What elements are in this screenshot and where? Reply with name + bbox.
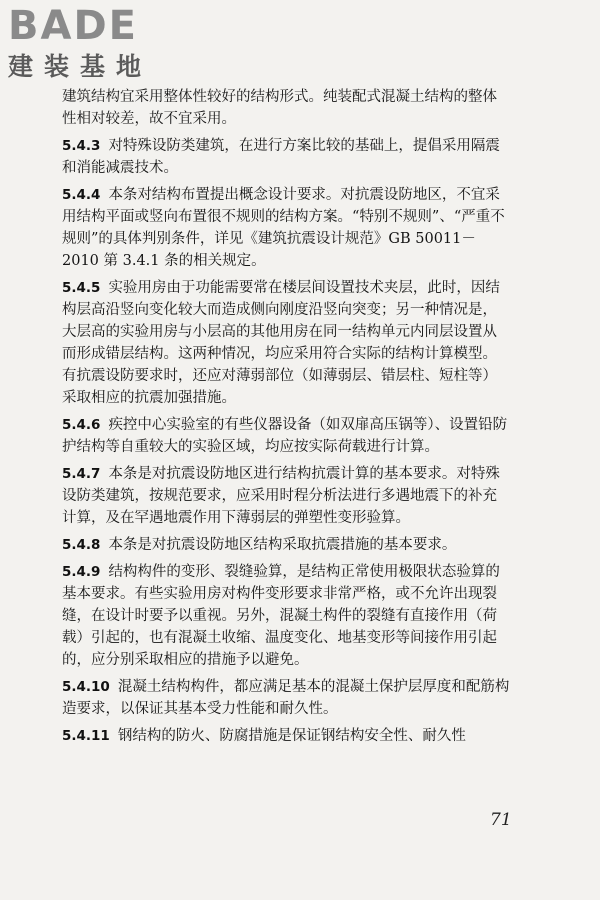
section-5-4-8: [62, 534, 510, 556]
section-number: 5.4.5: [62, 280, 101, 296]
section-5-4-6: [62, 414, 510, 458]
section-text: 对特殊设防类建筑，在进行方案比较的基础上，提倡采用隔震和消能减震技术。: [62, 138, 500, 176]
section-text: 结构构件的变形、裂缝验算，是结构正常使用极限状态验算的基本要求。有些实验用房对构件变形要求非常严格，或不允许出现裂缝，在设计时要予以重视。另外，混凝土构件的裂缝有直接作用（荷载）引起的，也有混凝土收缩、温度变化、地基变形等间接作用引起的，应分别采取相应的措施予以避免。: [62, 564, 500, 668]
section-number: 5.4.8: [62, 537, 101, 553]
section-number: 5.4.6: [62, 417, 101, 433]
section-5-4-10: [62, 676, 510, 720]
section-text: 本条是对抗震设防地区进行结构抗震计算的基本要求。对特殊设防类建筑，按规范要求，应采用时程分析法进行多遇地震下的补充计算，及在罕遇地震作用下薄弱层的弹塑性变形验算。: [62, 466, 500, 526]
section-number: 5.4.11: [62, 728, 110, 744]
section-text: 本条是对抗震设防地区结构采取抗震措施的基本要求。: [108, 537, 457, 553]
document-body: [62, 86, 510, 747]
section-number: 5.4.4: [62, 187, 101, 203]
section-number: 5.4.9: [62, 564, 101, 580]
section-5-4-4: [62, 184, 510, 272]
section-text: 钢结构的防火、防腐措施是保证钢结构安全性、耐久性: [117, 728, 466, 744]
section-5-4-9: [62, 561, 510, 671]
logo-brand: BADE: [8, 3, 138, 49]
section-text: 实验用房由于功能需要常在楼层间设置技术夹层，此时，因结构层高沿竖向变化较大而造成侧向刚度沿竖向突变；另一种情况是，大层高的实验用房与小层高的其他用房在同一结构单元内同层设置从而形成错层结构。这两种情况，均应采用符合实际的结构计算模型。有抗震设防要求时，还应对薄弱部位（如薄弱层、错层柱、短柱等）采取相应的抗震加强措施。: [62, 280, 500, 406]
section-number: 5.4.10: [62, 679, 110, 695]
section-text: 疾控中心实验室的有些仪器设备（如双扉高压锅等）、设置铅防护结构等自重较大的实验区域，均应按实际荷载进行计算。: [62, 417, 508, 455]
intro-paragraph: 建筑结构宜采用整体性较好的结构形式。纯装配式混凝土结构的整体性相对较差，故不宜采用。: [62, 89, 497, 127]
page-number: 71: [490, 810, 512, 830]
logo-subtitle: 建装基地: [8, 52, 153, 81]
section-5-4-3: [62, 135, 510, 179]
section-5-4-11: [62, 725, 510, 747]
logo: [8, 4, 173, 86]
section-text: 本条对结构布置提出概念设计要求。对抗震设防地区，不宜采用结构平面或竖向布置很不规则的结构方案。“特别不规则”、“严重不规则”的具体判别条件，详见《建筑抗震设计规范》GB 50011－2010 第 3.4.1 条的相关规定。: [62, 187, 505, 269]
section-5-4-7: [62, 463, 510, 529]
section-text: 混凝土结构构件，都应满足基本的混凝土保护层厚度和配筋构造要求，以保证其基本受力性能和耐久性。: [62, 679, 510, 717]
section-number: 5.4.7: [62, 466, 101, 482]
section-5-4-5: [62, 277, 510, 409]
section-number: 5.4.3: [62, 138, 101, 154]
